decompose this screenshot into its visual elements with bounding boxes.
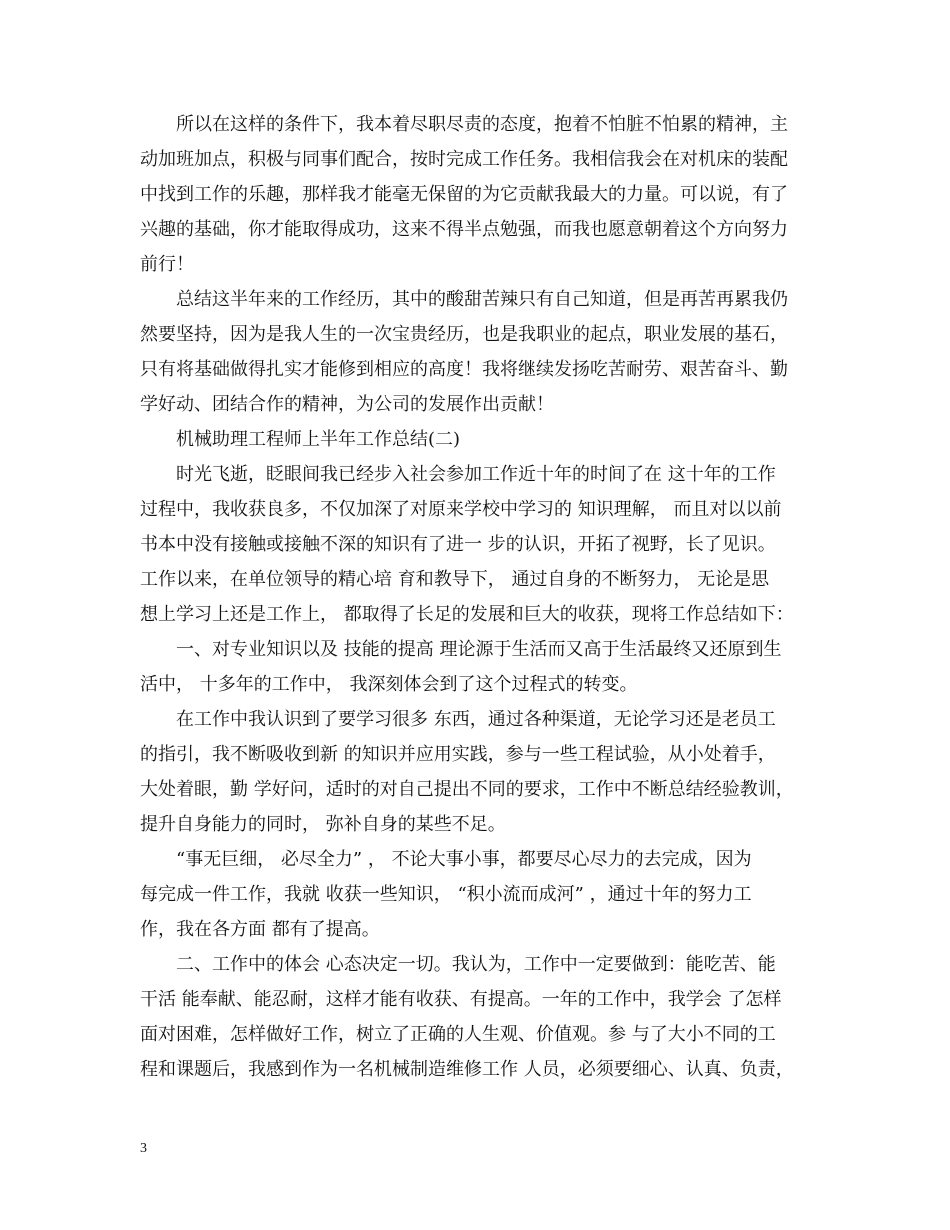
text-line: 大处着眼，勤 学好问，适时的对自己提出不同的要求，工作中不断总结经验教训， [140,779,794,800]
text-line: 的指引，我不断吸收到新 的知识并应用实践，参与一些工程试验，从小处着手， [140,744,776,765]
text-line: 一、对专业知识以及 技能的提高 理论源于生活而又高于生活最终又还原到生 [176,639,782,660]
text-line: 工作以来，在单位领导的精心培 育和教导下， 通过自身的不断努力， 无论是思 [140,569,770,590]
text-line: 过程中，我收获良多，不仅加深了对原来学校中学习的 知识理解， 而且对以以前 [140,499,782,520]
text-line: 中找到工作的乐趣，那样我才能毫无保留的为它贡献我最大的力量。可以说，有了 [140,184,788,205]
text-line: 在工作中我认识到了要学习很多 东西，通过各种渠道，无论学习还是老员工 [176,709,776,730]
text-line: 面对困难，怎样做好工作，树立了正确的人生观、价值观。参 与了大小不同的工 [140,1024,776,1045]
text-line: 只有将基础做得扎实才能修到相应的高度！我将继续发扬吃苦耐劳、艰苦奋斗、勤 [140,359,788,380]
text-line: 每完成一件工作，我就 收获一些知识， “积小流而成河” ，通过十年的努力工 [140,884,752,905]
body-text [140,116,820,1096]
text-line: 程和课题后，我感到作为一名机械制造维修工作 人员，必须要细心、认真、负责， [140,1059,794,1080]
text-line: 然要坚持，因为是我人生的一次宝贵经历，也是我职业的起点，职业发展的基石， [140,324,788,345]
text-line: 二、工作中的体会 心态决定一切。我认为，工作中一定要做到：能吃苦、能 [176,954,776,975]
text-line: 想上学习上还是工作上， 都取得了长足的发展和巨大的收获，现将工作总结如下： [140,604,794,625]
section-heading: 机械助理工程师上半年工作总结(二) [176,429,461,450]
text-line: 干活 能奉献、能忍耐，这样才能有收获、有提高。一年的工作中，我学会 了怎样 [140,989,782,1010]
text-line: 兴趣的基础，你才能取得成功，这来不得半点勉强，而我也愿意朝着这个方向努力 [140,219,788,240]
text-line: “事无巨细， 必尽全力” ， 不论大事小事，都要尽心尽力的去完成，因为 [176,849,752,870]
text-line: 所以在这样的条件下，我本着尽职尽责的态度，抱着不怕脏不怕累的精神，主 [176,114,788,135]
page-number: 3 [140,1141,147,1156]
text-line: 活中， 十多年的工作中， 我深刻体会到了这个过程式的转变。 [140,674,638,695]
text-line: 前行！ [140,254,194,275]
text-line: 书本中没有接触或接触不深的知识有了进一 步的认识，开拓了视野，长了见识。 [140,534,776,555]
text-line: 动加班加点，积极与同事们配合，按时完成工作任务。我相信我会在对机床的装配 [140,149,788,170]
text-line: 作，我在各方面 都有了提高。 [140,919,380,940]
text-line: 学好动、团结合作的精神，为公司的发展作出贡献！ [140,394,554,415]
text-line: 提升自身能力的同时， 弥补自身的某些不足。 [140,814,506,835]
text-line: 总结这半年来的工作经历，其中的酸甜苦辣只有自己知道，但是再苦再累我仍 [176,289,788,310]
text-line: 时光飞逝，眨眼间我已经步入社会参加工作近十年的时间了在 这十年的工作 [176,464,776,485]
